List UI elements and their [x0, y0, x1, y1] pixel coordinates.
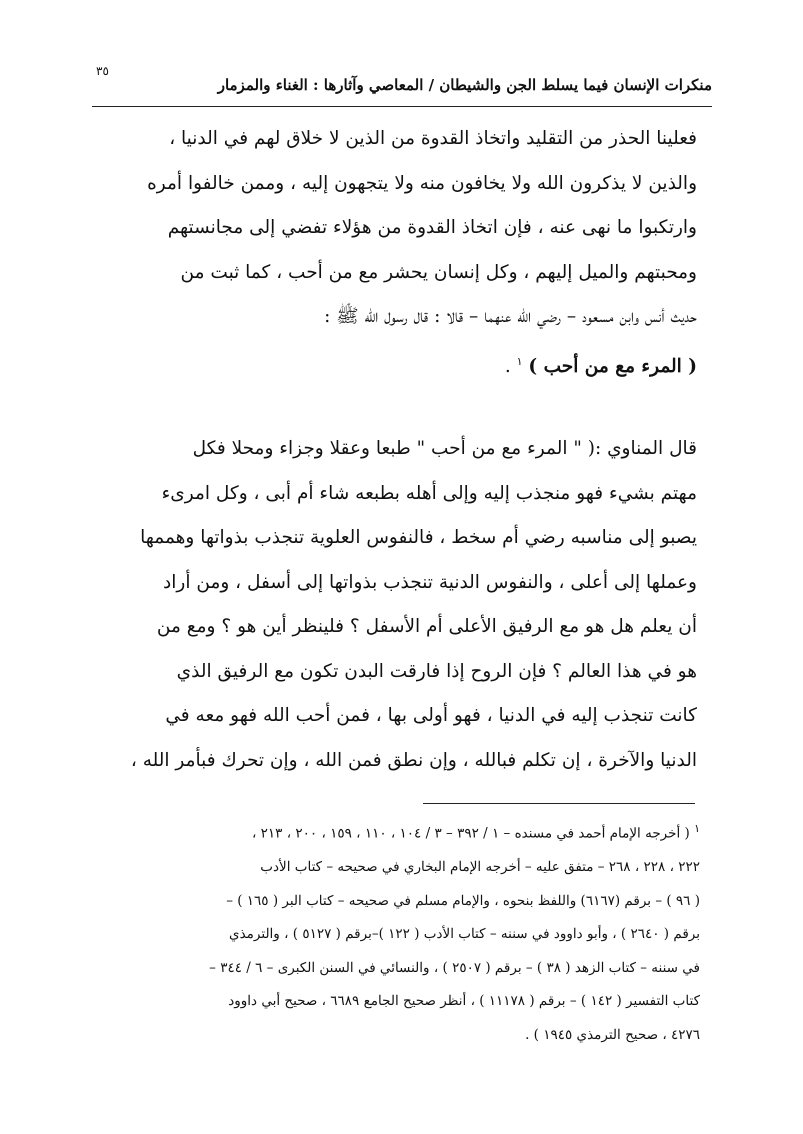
footnote-line: برقم ( ٢٦٤٠ ) ، وأبو داوود في سننه – كتاب الأدب ( ١٢٢ )–برقم ( ٥١٢٧ ) ، والترمذي	[229, 926, 700, 942]
footnote-text: ( أخرجه الإمام أحمد في مسنده – ١ / ٣٩٢ – ٣ / ١٠٤ ، ١١٠ ، ١٥٩ ، ٢٠٠ ، ٢١٣ ،	[252, 825, 690, 842]
paragraph-2	[100, 427, 697, 783]
footnote-number: ١	[694, 822, 700, 835]
footnote-line: ( ٩٦ ) – برقم (٦١٦٧) واللفظ بنحوه ، والإمام مسلم في صحيحه – كتاب البر ( ١٦٥ ) –	[226, 892, 700, 909]
paragraph-line: يصبو إلى مناسبه رضي أم سخط ، فالنفوس العلوية تنجذب بذواتها وهممها	[140, 527, 697, 548]
footnote-line: ٢٢٢ ، ٢٢٨ ، ٢٦٨ – متفق عليه – أخرجه الإمام البخاري في صحيحه – كتاب الأدب	[260, 859, 700, 875]
footnote-line	[100, 812, 700, 851]
footnote	[100, 812, 700, 1052]
paragraph-line: قال المناوي :( " المرء مع من أحب " طبعا وعقلا وجزاء ومحلا فكل	[192, 438, 697, 459]
paragraph-line: فعلينا الحذر من التقليد واتخاذ القدوة من الذين لا خلاق لهم في الدنيا ،	[169, 128, 697, 149]
paragraph-line: وارتكبوا ما نهى عنه ، فإن اتخاذ القدوة من هؤلاء تفضي إلى مجانستهم	[167, 217, 697, 238]
page-header	[92, 62, 712, 102]
paragraph-line: مهتم بشيء فهو منجذب إليه وإلى أهله بطبعه شاء أم أبى ، وكل امرىء	[161, 482, 697, 504]
hadith-quote: ( المرء مع من أحب )	[528, 355, 697, 377]
paragraph-line: كانت تنجذب إليه في الدنيا ، فهو أولى بها ، فمن أحب الله فهو معه في	[165, 705, 697, 726]
hadith-quote-line	[100, 340, 697, 390]
page-number: ٣٥	[96, 64, 109, 78]
paragraph-line: أن يعلم هل هو مع الرفيق الأعلى أم الأسفل ؟ فلينظر أين هو ؟ ومع من	[156, 616, 697, 637]
paragraph-line: حديث أنس وابن مسعود – رضي الله عنهما – قالا : قال رسول الله ﷺ :	[324, 306, 697, 327]
footnote-reference: ١	[516, 354, 523, 368]
header-divider	[92, 106, 712, 107]
sentence-end: .	[504, 355, 511, 377]
running-title: منكرات الإنسان فيما يسلط الجن والشيطان / المعاصي وآثارها : الغناء والمزمار	[217, 76, 712, 94]
paragraph-line: هو في هذا العالم ؟ فإن الروح إذا فارقت البدن تكون مع الرفيق الذي	[176, 660, 697, 682]
paragraph-line: والذين لا يذكرون الله ولا يخافون منه ولا يتجهون إليه ، وممن خالفوا أمره	[147, 172, 697, 194]
paragraph-1	[100, 117, 697, 389]
footnote-divider	[423, 803, 695, 804]
paragraph-line: ومحبتهم والميل إليهم ، وكل إنسان يحشر مع من أحب ، كما ثبت من	[180, 261, 697, 283]
footnote-line: كتاب التفسير ( ١٤٢ ) – برقم ( ١١١٧٨ ) ، أنظر صحيح الجامع ٦٦٨٩ ، صحيح أبي داوود	[228, 993, 700, 1009]
footnote-line: في سننه – كتاب الزهد ( ٣٨ ) – برقم ( ٢٥٠٧ ) ، والنسائي في السنن الكبرى – ٦ / ٣٤٤ –	[209, 959, 700, 976]
paragraph-line: الدنيا والآخرة ، إن تكلم فبالله ، وإن نطق فمن الله ، وإن تحرك فبأمر الله ،	[130, 749, 697, 771]
footnote-line: ٤٢٧٦ ، صحيح الترمذي ١٩٤٥ ) .	[525, 1026, 700, 1043]
paragraph-line: وعملها إلى أعلى ، والنفوس الدنية تنجذب بذواتها إلى أسفل ، ومن أراد	[163, 571, 697, 593]
